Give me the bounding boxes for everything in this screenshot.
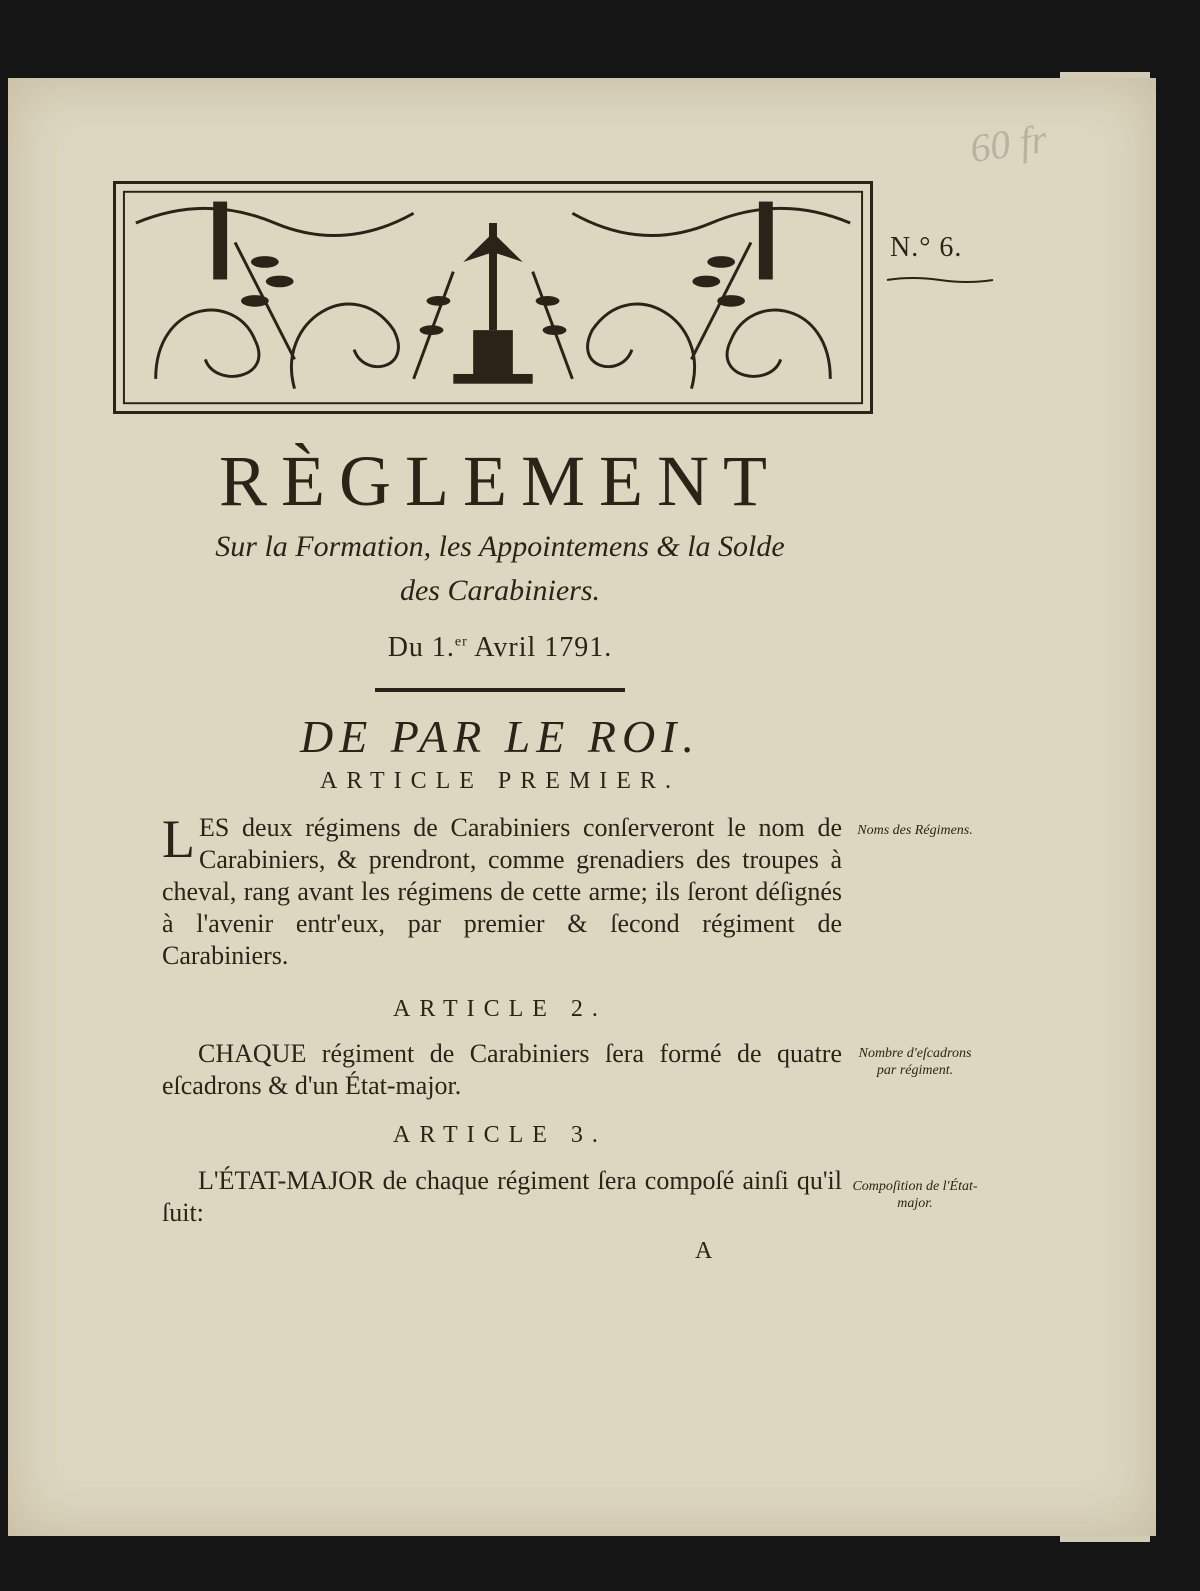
document-date: Du 1.$^{er}$ Avril 1791. bbox=[387, 632, 613, 663]
article-3-heading: ARTICLE 3. bbox=[393, 1122, 607, 1148]
page-title: RÈGLEMENT bbox=[219, 441, 781, 521]
article-1-text: LES deux régimens de Carabiniers conſerveront le nom de Carabiniers, & prendront, comme grenadiers des troupes à cheval, rang avant les régimens de cette arme; ils ſeront déſignés à l'avenir entr'eux, par premier & ſecond régiment de Carabiniers. bbox=[162, 809, 842, 970]
dropcap: L bbox=[162, 809, 195, 869]
article-1-margin-note: Noms des Régimens. bbox=[857, 823, 973, 838]
number-flourish bbox=[885, 276, 995, 284]
article-1-heading: ARTICLE PREMIER. bbox=[320, 768, 680, 794]
article-2-margin-note: Nombre d'eſcadrons par régiment. bbox=[858, 1046, 972, 1078]
ornamental-headpiece bbox=[113, 181, 873, 414]
article-3-margin-note: Compoſition de l'État-major. bbox=[852, 1179, 978, 1211]
article-2-text: CHAQUE régiment de Carabiniers ſera formé de quatre eſcadrons & d'un État-major. bbox=[162, 1039, 842, 1100]
royal-heading: DE PAR LE ROI. bbox=[299, 711, 700, 762]
subtitle-line-2: des Carabiniers. bbox=[399, 574, 600, 607]
subtitle-line-1: Sur la Formation, les Appointemens & la Solde bbox=[215, 530, 785, 563]
document-number: N.° 6. bbox=[890, 232, 963, 263]
article-3-text: L'ÉTAT-MAJOR de chaque régiment ſera compoſé ainſi qu'il ſuit: bbox=[162, 1166, 842, 1227]
pencil-annotation: 60 fr bbox=[967, 115, 1050, 172]
title-rule bbox=[375, 688, 625, 692]
signature-mark: A bbox=[695, 1238, 713, 1264]
article-2-heading: ARTICLE 2. bbox=[393, 996, 607, 1022]
